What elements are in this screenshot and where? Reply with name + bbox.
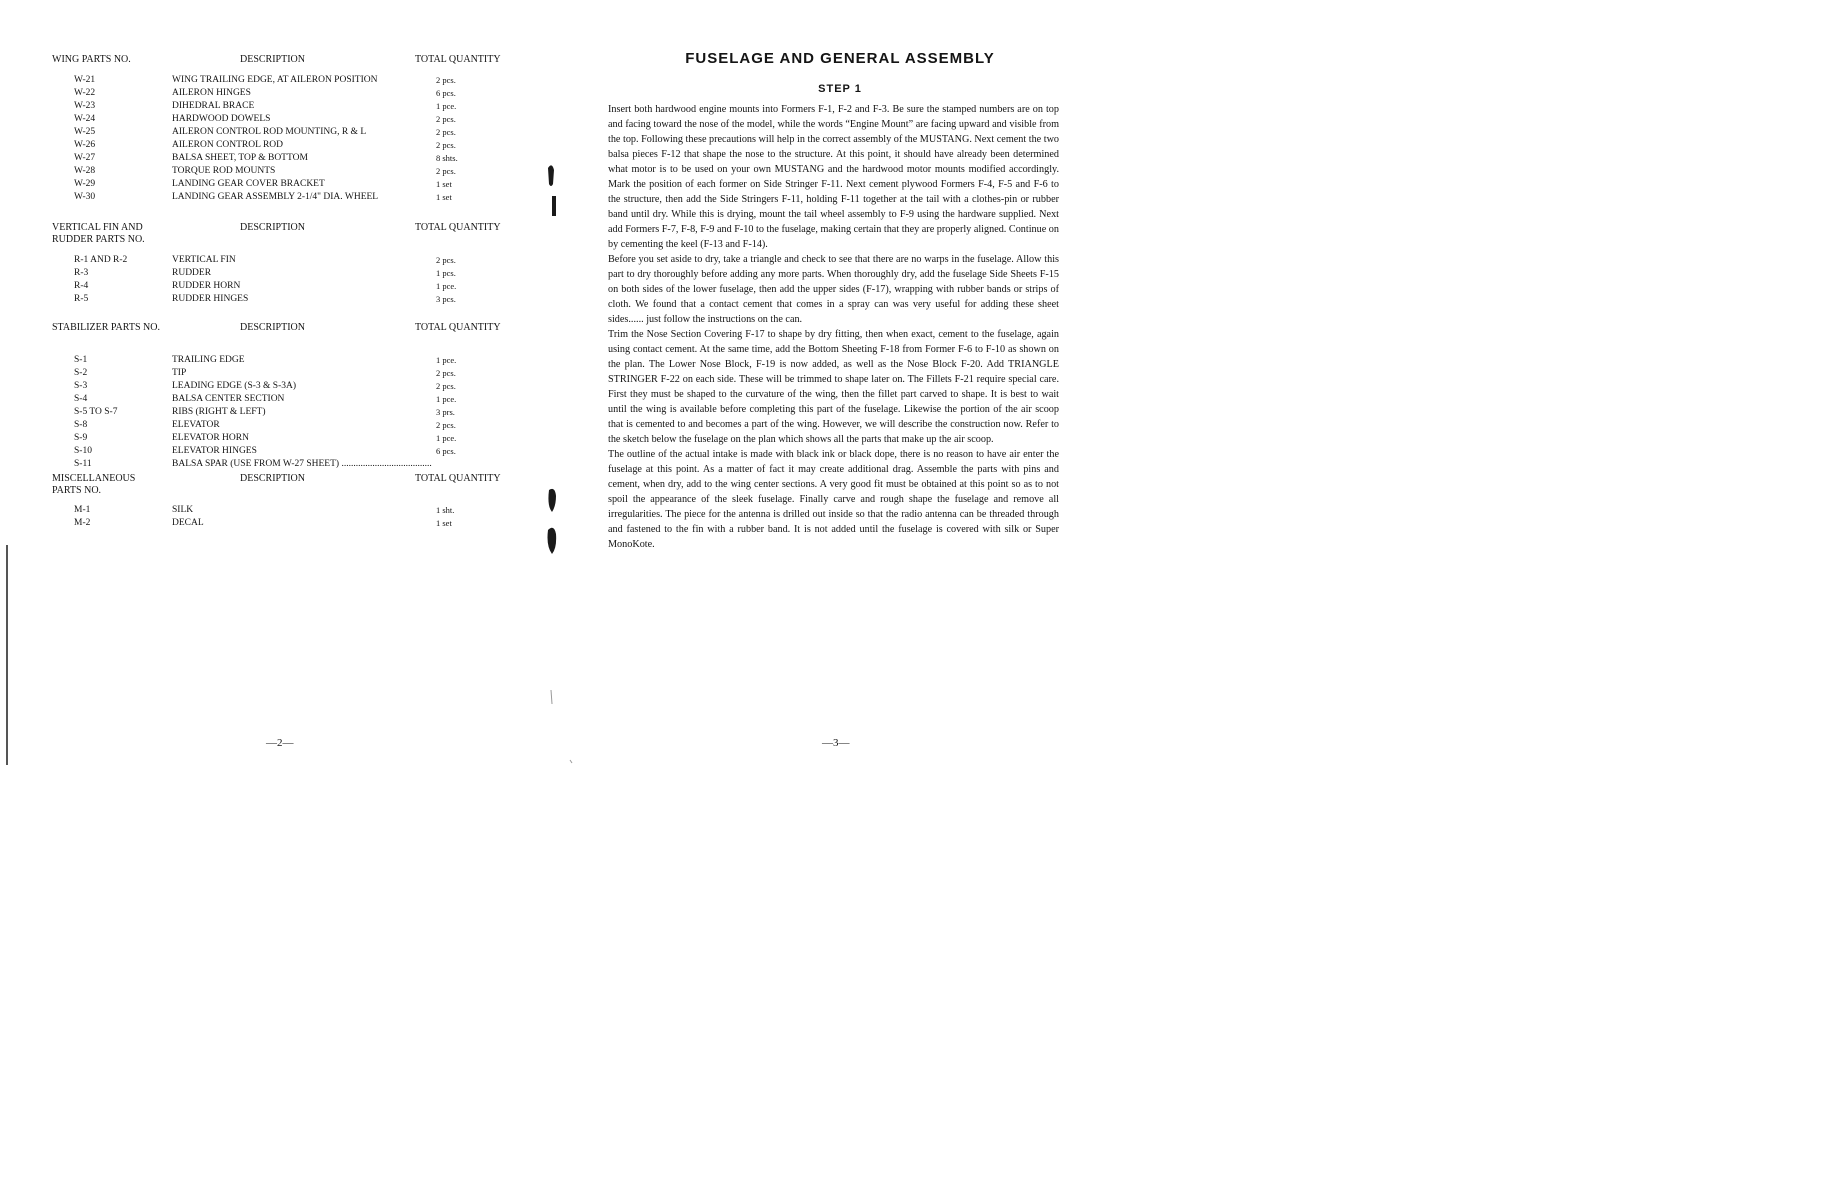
part-number: W-28 bbox=[74, 166, 96, 176]
part-number: M-2 bbox=[74, 518, 91, 528]
part-number: R-4 bbox=[74, 281, 89, 291]
part-number: S-4 bbox=[74, 394, 88, 404]
misc-description-header: DESCRIPTION bbox=[240, 473, 306, 484]
step-heading: STEP 1 bbox=[818, 83, 862, 95]
instruction-paragraph: Trim the Nose Section Covering F-17 to shape by dry fitting, then when exact, cement to the fuselage, again using contact cement. At the same time, add the Bottom Sheeting F-18 from Former F-6 to F-10 as shown on the plan. The Lower Nose Block, F-19 is now added, as well as the Nose Block F-20. Add TRIANGLE STRINGER F-22 on each side. These will be trimmed to shape later on. The Fillets F-21 require special care. First they must be shaped to the curvature of the wing, then the fillet part carved to shape. It is best to wait until the wing is available before completing this part of the fuselage. Likewise the portion of the air scoop that is cemented to and becomes a part of the wing. However, we will describe the construction now. Refer to the sketch below the fuselage on the plan which shows all the parts that make up the air scoop. bbox=[608, 329, 1059, 445]
table-row bbox=[0, 139, 540, 152]
part-description: AILERON CONTROL ROD bbox=[172, 140, 284, 150]
fin-parts-no-header: VERTICAL FIN AND RUDDER PARTS NO. bbox=[52, 222, 145, 245]
part-number: W-21 bbox=[74, 75, 96, 85]
table-row bbox=[0, 393, 540, 406]
fin-parts-table bbox=[0, 254, 540, 306]
part-description: LANDING GEAR ASSEMBLY 2-1/4" DIA. WHEEL bbox=[172, 192, 379, 202]
part-number: S-3 bbox=[74, 381, 88, 391]
part-number: S-2 bbox=[74, 368, 88, 378]
table-row bbox=[0, 517, 540, 530]
table-row bbox=[0, 254, 540, 267]
part-quantity: 2 pcs. bbox=[436, 368, 456, 378]
scan-speck bbox=[551, 690, 552, 704]
part-number: W-29 bbox=[74, 179, 96, 189]
part-quantity: 1 sht. bbox=[436, 505, 455, 515]
part-description: ELEVATOR HORN bbox=[172, 433, 249, 443]
part-quantity: 6 pcs. bbox=[436, 446, 456, 456]
table-row bbox=[0, 380, 540, 393]
part-quantity: 8 shts. bbox=[436, 153, 458, 163]
part-quantity: 2 pcs. bbox=[436, 114, 456, 124]
page-number-right: —3— bbox=[822, 737, 850, 749]
fin-description-header: DESCRIPTION bbox=[240, 222, 306, 233]
part-description: TRAILING EDGE bbox=[172, 355, 245, 365]
part-quantity: 3 prs. bbox=[436, 407, 455, 417]
part-quantity: 1 pce. bbox=[436, 355, 457, 365]
part-description: DIHEDRAL BRACE bbox=[172, 101, 255, 111]
part-quantity: 2 pcs. bbox=[436, 127, 456, 137]
part-quantity: 3 pcs. bbox=[436, 294, 456, 304]
wing-parts-no-header: WING PARTS NO. bbox=[52, 54, 131, 65]
misc-parts-table bbox=[0, 504, 540, 530]
part-quantity: 2 pcs. bbox=[436, 420, 456, 430]
instructions-body bbox=[608, 102, 1059, 552]
part-description: TORQUE ROD MOUNTS bbox=[172, 166, 276, 176]
wing-quantity-header: TOTAL QUANTITY bbox=[415, 54, 501, 65]
parts-list-page bbox=[0, 0, 540, 1187]
wing-description-header: DESCRIPTION bbox=[240, 54, 306, 65]
part-number: W-25 bbox=[74, 127, 96, 137]
part-description: DECAL bbox=[172, 518, 204, 528]
part-description: RUDDER HORN bbox=[172, 281, 241, 291]
table-row bbox=[0, 293, 540, 306]
part-description: WING TRAILING EDGE, AT AILERON POSITION bbox=[172, 75, 378, 85]
table-row bbox=[0, 113, 540, 126]
part-number: W-27 bbox=[74, 153, 96, 163]
stabilizer-parts-table bbox=[0, 354, 540, 471]
table-row bbox=[0, 419, 540, 432]
part-quantity: 1 pce. bbox=[436, 433, 457, 443]
part-number: S-11 bbox=[74, 459, 92, 469]
part-number: W-24 bbox=[74, 114, 96, 124]
part-description: LANDING GEAR COVER BRACKET bbox=[172, 179, 325, 189]
part-quantity: 1 pce. bbox=[436, 394, 457, 404]
part-number: S-10 bbox=[74, 446, 92, 456]
assembly-instructions-page bbox=[600, 0, 1080, 1187]
part-quantity: 2 pcs. bbox=[436, 166, 456, 176]
part-description: ELEVATOR bbox=[172, 420, 220, 430]
part-quantity: 1 pce. bbox=[436, 281, 457, 291]
table-row bbox=[0, 165, 540, 178]
fin-quantity-header: TOTAL QUANTITY bbox=[415, 222, 501, 233]
part-number: S-8 bbox=[74, 420, 88, 430]
instruction-paragraph: The outline of the actual intake is made with black ink or black dope, there is no reason to have air enter the fuselage at this point. As a matter of fact it may create additional drag. Assemble the parts with pins and cement, when dry, add to the wing center sections. A very good fit must be obtained at this point so as to not spoil the appearance of the sleek fuselage. Finally carve and rough shape the fuselage and remove all irregularities. The piece for the antenna is drilled out inside so that the radio antenna can be threaded through and fastened to the fin with a rubber band. It is not added until the fuselage is covered with silk or Super MonoKote. bbox=[608, 449, 1059, 550]
table-row bbox=[0, 354, 540, 367]
part-number: W-22 bbox=[74, 88, 96, 98]
table-row bbox=[0, 100, 540, 113]
part-quantity: 1 pce. bbox=[436, 101, 457, 111]
part-description: RUDDER bbox=[172, 268, 212, 278]
table-row bbox=[0, 126, 540, 139]
table-row bbox=[0, 280, 540, 293]
page-number-left: —2— bbox=[266, 737, 294, 749]
part-number: R-1 AND R-2 bbox=[74, 255, 128, 265]
part-number: S-9 bbox=[74, 433, 88, 443]
table-row bbox=[0, 191, 540, 204]
part-description: LEADING EDGE (S-3 & S-3A) bbox=[172, 381, 297, 391]
part-quantity: 2 pcs. bbox=[436, 140, 456, 150]
part-description: VERTICAL FIN bbox=[172, 255, 236, 265]
table-row bbox=[0, 367, 540, 380]
part-number: R-5 bbox=[74, 294, 89, 304]
table-row bbox=[0, 152, 540, 165]
binder-hole-mark bbox=[548, 489, 557, 554]
part-quantity: 1 pcs. bbox=[436, 268, 456, 278]
part-quantity: 2 pcs. bbox=[436, 75, 456, 85]
part-quantity: 2 pcs. bbox=[436, 381, 456, 391]
part-description: SILK bbox=[172, 505, 194, 515]
part-description: RIBS (RIGHT & LEFT) bbox=[172, 407, 266, 417]
table-row bbox=[0, 87, 540, 100]
instruction-paragraph: Insert both hardwood engine mounts into Formers F-1, F-2 and F-3. Be sure the stamped numbers are on top and facing toward the nose of the model, while the words “Engine Mount” are facing upward and visible from the top. Following these precautions will help in the correct assembly of the MUSTANG. Next cement the two balsa pieces F-12 that shape the nose to the structure. At this point, it should have already been determined what motor is to be used on your own MUSTANG and the hardwood motor mounts modified accordingly. Mark the position of each former on Side Stringer F-11. Next cement plywood Formers F-4, F-5 and F-6 to the structure, then add the Side Stringers F-11, holding F-11 together at the tail with a clothes-pin or rubber band until dry. While this is drying, mount the tail wheel assembly to F-9 using the hardware supplied. Next add Formers F-7, F-8, F-9 and F-10 to the fuselage, making certain that they are properly aligned. Continue on by cementing the keel (F-13 and F-14). bbox=[608, 104, 1060, 250]
part-description: AILERON CONTROL ROD MOUNTING, R & L bbox=[172, 127, 367, 137]
part-number: W-26 bbox=[74, 140, 96, 150]
table-row bbox=[0, 178, 540, 191]
table-row bbox=[0, 504, 540, 517]
part-description: BALSA SPAR (USE FROM W-27 SHEET) ...................................... bbox=[172, 459, 432, 469]
part-quantity: 1 set bbox=[436, 179, 452, 189]
table-row bbox=[0, 445, 540, 458]
part-number: S-1 bbox=[74, 355, 88, 365]
part-quantity: 1 set bbox=[436, 518, 452, 528]
part-description: TIP bbox=[172, 368, 187, 378]
stabilizer-description-header: DESCRIPTION bbox=[240, 322, 306, 333]
part-description: HARDWOOD DOWELS bbox=[172, 114, 271, 124]
scan-speck bbox=[570, 760, 572, 763]
table-row bbox=[0, 406, 540, 419]
wing-parts-table bbox=[0, 74, 540, 204]
table-row bbox=[0, 432, 540, 445]
part-number: R-3 bbox=[74, 268, 89, 278]
part-quantity: 1 set bbox=[436, 192, 452, 202]
part-description: BALSA CENTER SECTION bbox=[172, 394, 285, 404]
binder-hole-mark bbox=[548, 165, 556, 216]
part-quantity: 2 pcs. bbox=[436, 255, 456, 265]
part-number: W-23 bbox=[74, 101, 96, 111]
stabilizer-parts-no-header: STABILIZER PARTS NO. bbox=[52, 322, 160, 333]
part-number: S-5 TO S-7 bbox=[74, 407, 118, 417]
part-number: M-1 bbox=[74, 505, 91, 515]
stabilizer-quantity-header: TOTAL QUANTITY bbox=[415, 322, 501, 333]
table-row bbox=[0, 74, 540, 87]
misc-parts-no-header: MISCELLANEOUS PARTS NO. bbox=[52, 473, 136, 496]
part-description: RUDDER HINGES bbox=[172, 294, 249, 304]
misc-quantity-header: TOTAL QUANTITY bbox=[415, 473, 501, 484]
page-title: FUSELAGE AND GENERAL ASSEMBLY bbox=[685, 50, 995, 67]
part-description: BALSA SHEET, TOP & BOTTOM bbox=[172, 153, 308, 163]
instruction-paragraph: Before you set aside to dry, take a triangle and check to see that there are no warps in the fuselage. Allow this part to dry thoroughly before adding any more parts. When thoroughly dry, add the fuselage Side Sheets F-15 on both sides of the lower fuselage, then add the upper sides (F-17), wrapping with rubber bands or strips of cloth. We found that a contact cement that comes in a spray can was very useful for adding these sheet sides...... just follow the instructions on the can. bbox=[608, 254, 1059, 325]
part-description: ELEVATOR HINGES bbox=[172, 446, 257, 456]
table-row bbox=[0, 458, 540, 471]
part-description: AILERON HINGES bbox=[172, 88, 251, 98]
part-number: W-30 bbox=[74, 192, 96, 202]
table-row bbox=[0, 267, 540, 280]
part-quantity: 6 pcs. bbox=[436, 88, 456, 98]
